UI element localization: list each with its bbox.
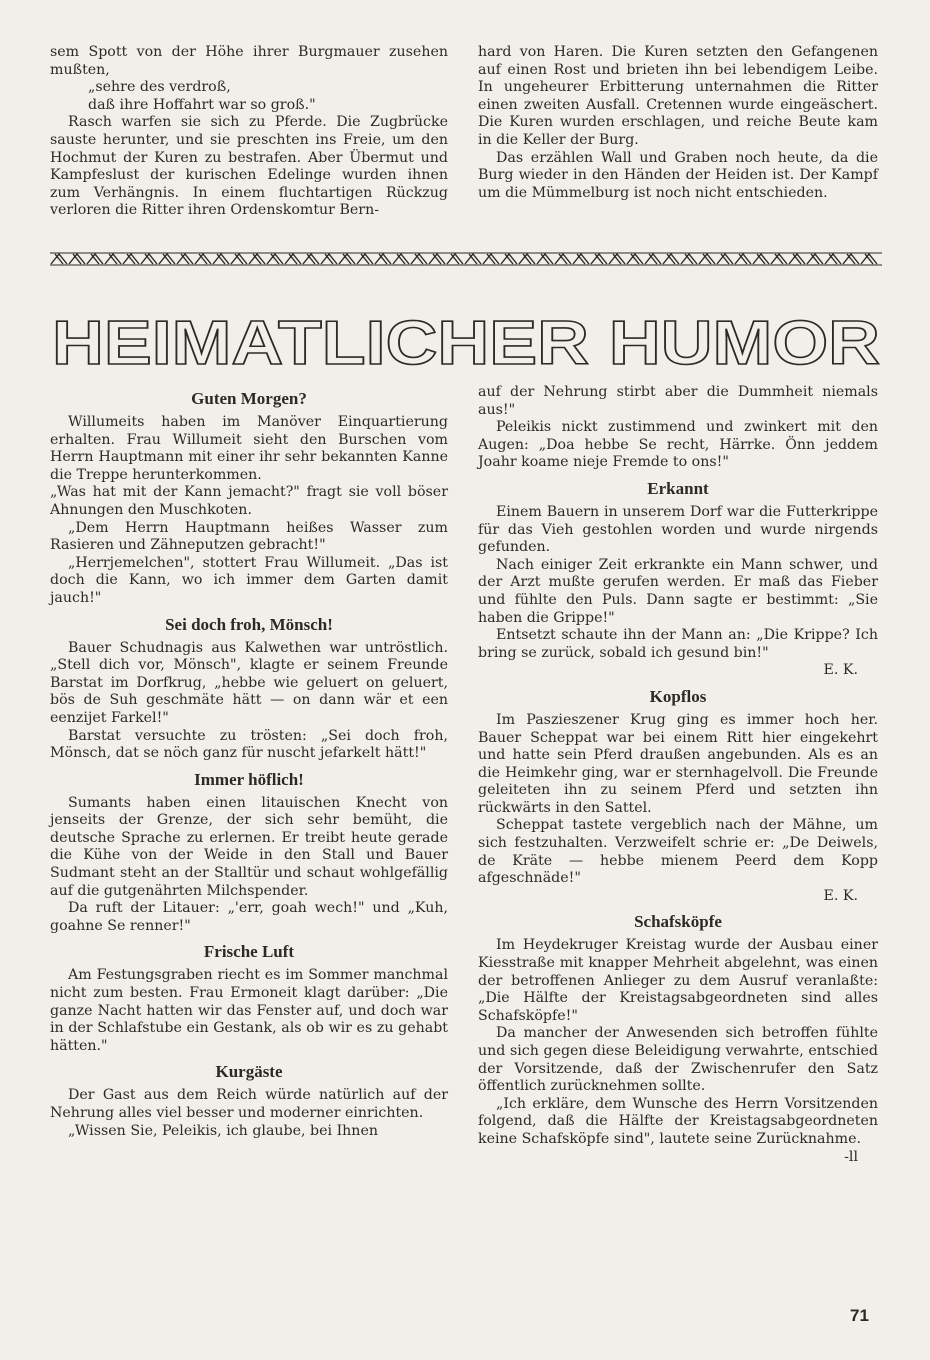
ornamental-border	[50, 252, 882, 266]
section-title: Immer höflich!	[194, 769, 304, 789]
paragraph: Da ruft der Litauer: „'err, goah wech!" und „Kuh, goahne Se renner!"	[50, 900, 448, 934]
paragraph: Peleikis nickt zustimmend und zwinkert mit den Augen: „Doa hebbe Se recht, Härrke. Önn jeddem Joahr koame nieje Fremde to ons!"	[478, 419, 878, 471]
author-signature: -ll	[844, 1148, 858, 1165]
section-title: Sei doch froh, Mönsch!	[165, 614, 333, 634]
author-signature: E. K.	[823, 662, 858, 679]
paragraph: Im Heydekruger Kreistag wurde der Ausbau einer Kiesstraße mit knapper Mehrheit abgelehnt, was einen der betroffenen Anlieger zu dem Ausruf veranlaßte: „Die Hälfte der Kreistagsabgeordneten sind alles Schafsköpfe!"	[478, 937, 878, 1024]
section-title: Guten Morgen?	[191, 389, 307, 408]
paragraph: „Wissen Sie, Peleikis, ich glaube, bei Ihnen	[68, 1122, 378, 1139]
paragraph: Willumeits haben im Manöver Einquartierung erhalten. Frau Willumeit sieht den Burschen vom Herrn Hauptmann mit einer ihr sehr bekannten Kanne die Treppe herunterkommen.	[50, 414, 448, 483]
section-title: Kopflos	[649, 686, 707, 706]
section-title: Kurgäste	[215, 1062, 283, 1082]
section-title: Schafsköpfe	[634, 912, 722, 932]
paragraph: Scheppat tastete vergeblich nach der Mähne, um sich festzuhalten. Verzweifelt schrie er: „De Deiwels, de Kräte — hebbe mienem Peerd dem Kopp afgeschnäde!"	[478, 817, 878, 887]
paragraph: Das erzählen Wall und Graben noch heute, da die Burg wieder in den Händen der Heiden ist. Der Kampf um die Mümmelburg ist noch nicht entschieden.	[478, 149, 878, 201]
paragraph: sem Spott von der Höhe ihrer Burgmauer zusehen mußten,	[50, 44, 448, 78]
page-number: 71	[850, 1306, 869, 1325]
author-signature: E. K.	[823, 887, 858, 904]
paragraph: „sehre des verdroß,	[88, 79, 231, 96]
headline	[50, 310, 882, 372]
paragraph: „Herrjemelchen", stottert Frau Willumeit. „Das ist doch die Kann, wo ich immer dem Garten damit jauch!"	[50, 554, 448, 606]
paragraph: „Dem Herrn Hauptmann heißes Wasser zum Rasieren und Zähneputzen gebracht!"	[50, 519, 448, 554]
paragraph: Bauer Schudnagis aus Kalwethen war untröstlich. „Stell dich vor, Mönsch", klagte er seinem Freunde Barstat im Dorfkrug, „hebbe wie geluert on geluert, bös de Suh geschmäte hätt — on dann wär et een eenzijet Farkel!"	[50, 639, 448, 726]
headline-text: HEIMATLICHER HUMOR	[52, 310, 881, 372]
paragraph: Im Paszieszener Krug ging es immer hoch her. Bauer Scheppat war bei einem Ritt hier eingekehrt und hatte sein Pferd draußen angebunden. Als es an die Heimkehr ging, war er sternhagelvoll. Die Freunde geleiteten ihn zu seinem Pferd und setzten ihn rückwärts in den Sattel.	[478, 711, 878, 816]
paragraph: Einem Bauern in unserem Dorf war die Futterkrippe für das Vieh gestohlen worden und wurde nirgends gefunden.	[478, 503, 878, 556]
ornament-pattern	[51, 254, 877, 264]
paragraph: Nach einiger Zeit erkrankte ein Mann schwer, und der Arzt mußte gerufen werden. Er maß das Fieber und fühlte den Puls. Dann sagte er bestimmt: „Sie haben die Grippe!"	[478, 556, 878, 626]
top-left-column	[50, 44, 448, 220]
paragraph: Rasch warfen sie sich zu Pferde. Die Zugbrücke sauste herunter, und sie preschten ins Freie, um den Hochmut der Kuren zu bestrafen. Aber Übermut und Kampfeslust der kurischen Edelinge wurden ihnen zum Verhängnis. In einem fluchtartigen Rückzug verloren die Ritter ihren Ordenskomtur Bern-	[50, 114, 448, 219]
left-column	[50, 382, 448, 1140]
paragraph: „Was hat mit der Kann jemacht?" fragt sie voll böser Ahnungen den Muschkoten.	[50, 484, 448, 518]
paragraph: Sumants haben einen litauischen Knecht von jenseits der Grenze, der sich sehr bemüht, die deutsche Sprache zu erlernen. Er treibt heute gerade die Kühe von der Weide in den Stall und Bauer Sudmant steht an der Stalltür und schaut wohlgefällig auf die gutgenährten Milchspender.	[50, 794, 448, 899]
paragraph: „Ich erkläre, dem Wunsche des Herrn Vorsitzenden folgend, daß die Hälfte der Kreistagsabgeordneten keine Schafsköpfe sind", lautete seine Zurücknahme.	[478, 1095, 878, 1147]
section-title: Erkannt	[647, 478, 709, 498]
top-right-column	[478, 44, 878, 202]
section-title: Frische Luft	[203, 942, 295, 962]
right-column	[478, 384, 878, 1166]
paragraph: hard von Haren. Die Kuren setzten den Gefangenen auf einen Rost und brieten ihn bei lebendigem Leibe. In ungeheurer Erbitterung unternahmen die Ritter einen zweiten Ausfall. Cretennen wurde eingeäschert. Die Kuren wurden erschlagen, und reiche Beute kam in die Keller der Burg.	[478, 44, 878, 148]
paragraph: auf der Nehrung stirbt aber die Dummheit niemals aus!"	[478, 384, 878, 418]
paragraph: Entsetzt schaute ihn der Mann an: „Die Krippe? Ich bring se zurück, sobald ich gesund bin!"	[478, 627, 878, 661]
paragraph: daß ihre Hoffahrt war so groß."	[88, 96, 316, 113]
paragraph: Am Festungsgraben riecht es im Sommer manchmal nicht zum besten. Frau Ermoneit klagt darüber: „Die ganze Nacht hatten wir das Fenster auf, und doch war in der Schlafstube ein Gestank, als ob wir es zu gehabt hätten."	[50, 967, 448, 1054]
paragraph: Barstat versuchte zu trösten: „Sei doch froh, Mönsch, dat se nöch ganz für nuscht jefarkelt hätt!"	[50, 727, 448, 762]
paragraph: Da mancher der Anwesenden sich betroffen fühlte und sich gegen diese Beleidigung verwahrte, entschied der Vorsitzende, daß der Zwischenrufer den Satz öffentlich zurücknehmen sollte.	[478, 1025, 878, 1095]
paragraph: Der Gast aus dem Reich würde natürlich auf der Nehrung alles viel besser und moderner einrichten.	[50, 1087, 448, 1121]
